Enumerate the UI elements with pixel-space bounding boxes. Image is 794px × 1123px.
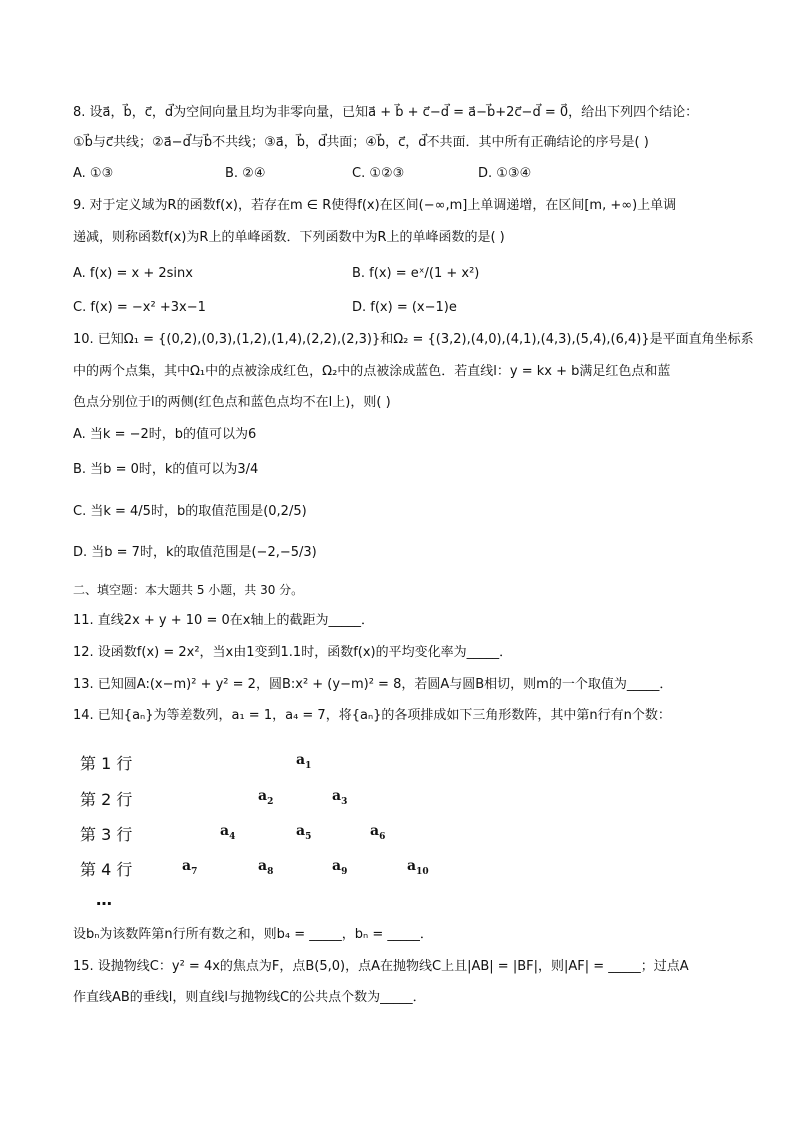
q14-last: 设bₙ为该数阵第n行所有数之和，则b₄ = _____，bₙ = _____． (73, 927, 433, 942)
q10-option-b: B. 当b = 0时，k的值可以为3/4 (73, 462, 259, 477)
q10-option-d: D. 当b = 7时，k的取值范围是(−2,−5/3) (73, 545, 317, 560)
q9-option-d: D. f(x) = (x−1)e (352, 300, 457, 315)
tri-a8: $a_8$ (258, 858, 274, 877)
q13: 13. 已知圆A:(x−m)² + y² = 2，圆B:x² + (y−m)² = 8，若圆A与圆B相切，则m的一个取值为_____． (73, 677, 673, 692)
q15-line2: 作直线AB的垂线l，则直线l与抛物线C的公共点个数为_____． (73, 990, 426, 1005)
q11: 11. 直线2x + y + 10 = 0在x轴上的截距为_____． (73, 613, 374, 628)
q10-option-a: A. 当k = −2时，b的值可以为6 (73, 427, 257, 442)
q14-stem: 14. 已知{aₙ}为等差数列，a₁ = 1，a₄ = 7，将{aₙ}的各项排成如下三角形数阵，其中第n行有n个数： (73, 708, 671, 723)
q10-option-c: C. 当k = 4/5时，b的取值范围是(0,2/5) (73, 504, 307, 519)
tri-a5: $a_5$ (296, 823, 312, 842)
tri-row-2-label: 第 2 行 (80, 790, 133, 809)
tri-a9: $a_9$ (332, 858, 348, 877)
q8-option-a: A. ①③ (73, 166, 114, 181)
q9-stem-line2: 递减，则称函数f(x)为R上的单峰函数．下列函数中为R上的单峰函数的是( ) (73, 230, 505, 245)
tri-a7: $a_7$ (182, 858, 198, 877)
q9-option-a: A. f(x) = x + 2sinx (73, 266, 193, 281)
q9-option-c: C. f(x) = −x² +3x−1 (73, 300, 206, 315)
tri-a10: $a_{10}$ (407, 858, 429, 877)
tri-a1: $a_1$ (296, 752, 312, 771)
tri-ellipsis: … (96, 890, 112, 909)
q8-stem-line2: ①b⃗与c⃗共线；②a⃗−d⃗与b⃗不共线；③a⃗，b⃗，d⃗共面；④b⃗，c⃗，d⃗不共面．其中所有正确结论的序号是( ) (73, 135, 649, 150)
section-2-heading: 二、填空题：本大题共 5 小题，共 30 分。 (73, 583, 304, 597)
q12: 12. 设函数f(x) = 2x²，当x由1变到1.1时，函数f(x)的平均变化率为_____． (73, 645, 513, 660)
tri-row-3-label: 第 3 行 (80, 825, 133, 844)
q10-stem-line3: 色点分别位于l的两侧(红色点和蓝色点均不在l上)，则( ) (73, 395, 391, 410)
tri-a2: $a_2$ (258, 788, 274, 807)
tri-row-1-label: 第 1 行 (80, 754, 133, 773)
q8-option-d: D. ①③④ (478, 166, 532, 181)
q9-stem-line1: 9. 对于定义域为R的函数f(x)，若存在m ∈ R使得f(x)在区间(−∞,m]上单调递增，在区间[m, +∞)上单调 (73, 198, 677, 213)
tri-row-4-label: 第 4 行 (80, 860, 133, 879)
tri-a6: $a_6$ (370, 823, 386, 842)
q10-stem-line2: 中的两个点集，其中Ω₁中的点被涂成红色，Ω₂中的点被涂成蓝色．若直线l：y = kx + b满足红色点和蓝 (73, 364, 671, 379)
q15-line1: 15. 设抛物线C：y² = 4x的焦点为F，点B(5,0)，点A在抛物线C上且|AB| = |BF|，则|AF| = _____；过点A (73, 959, 689, 974)
q8-option-b: B. ②④ (225, 166, 266, 181)
q8-stem-line1: 8. 设a⃗，b⃗，c⃗，d⃗为空间向量且均为非零向量，已知a⃗ + b⃗ + c⃗−d⃗ = a⃗−b⃗+2c⃗−d⃗ = 0⃗，给出下列四个结论： (73, 105, 699, 120)
tri-a4: $a_4$ (220, 823, 236, 842)
tri-a3: $a_3$ (332, 788, 348, 807)
q9-option-b: B. f(x) = eˣ/(1 + x²) (352, 266, 480, 281)
q10-stem-line1: 10. 已知Ω₁ = {(0,2),(0,3),(1,2),(1,4),(2,2),(2,3)}和Ω₂ = {(3,2),(4,0),(4,1),(4,3),(5,4),(6,4)}是平面直角坐标系 (73, 332, 754, 347)
q8-option-c: C. ①②③ (352, 166, 405, 181)
